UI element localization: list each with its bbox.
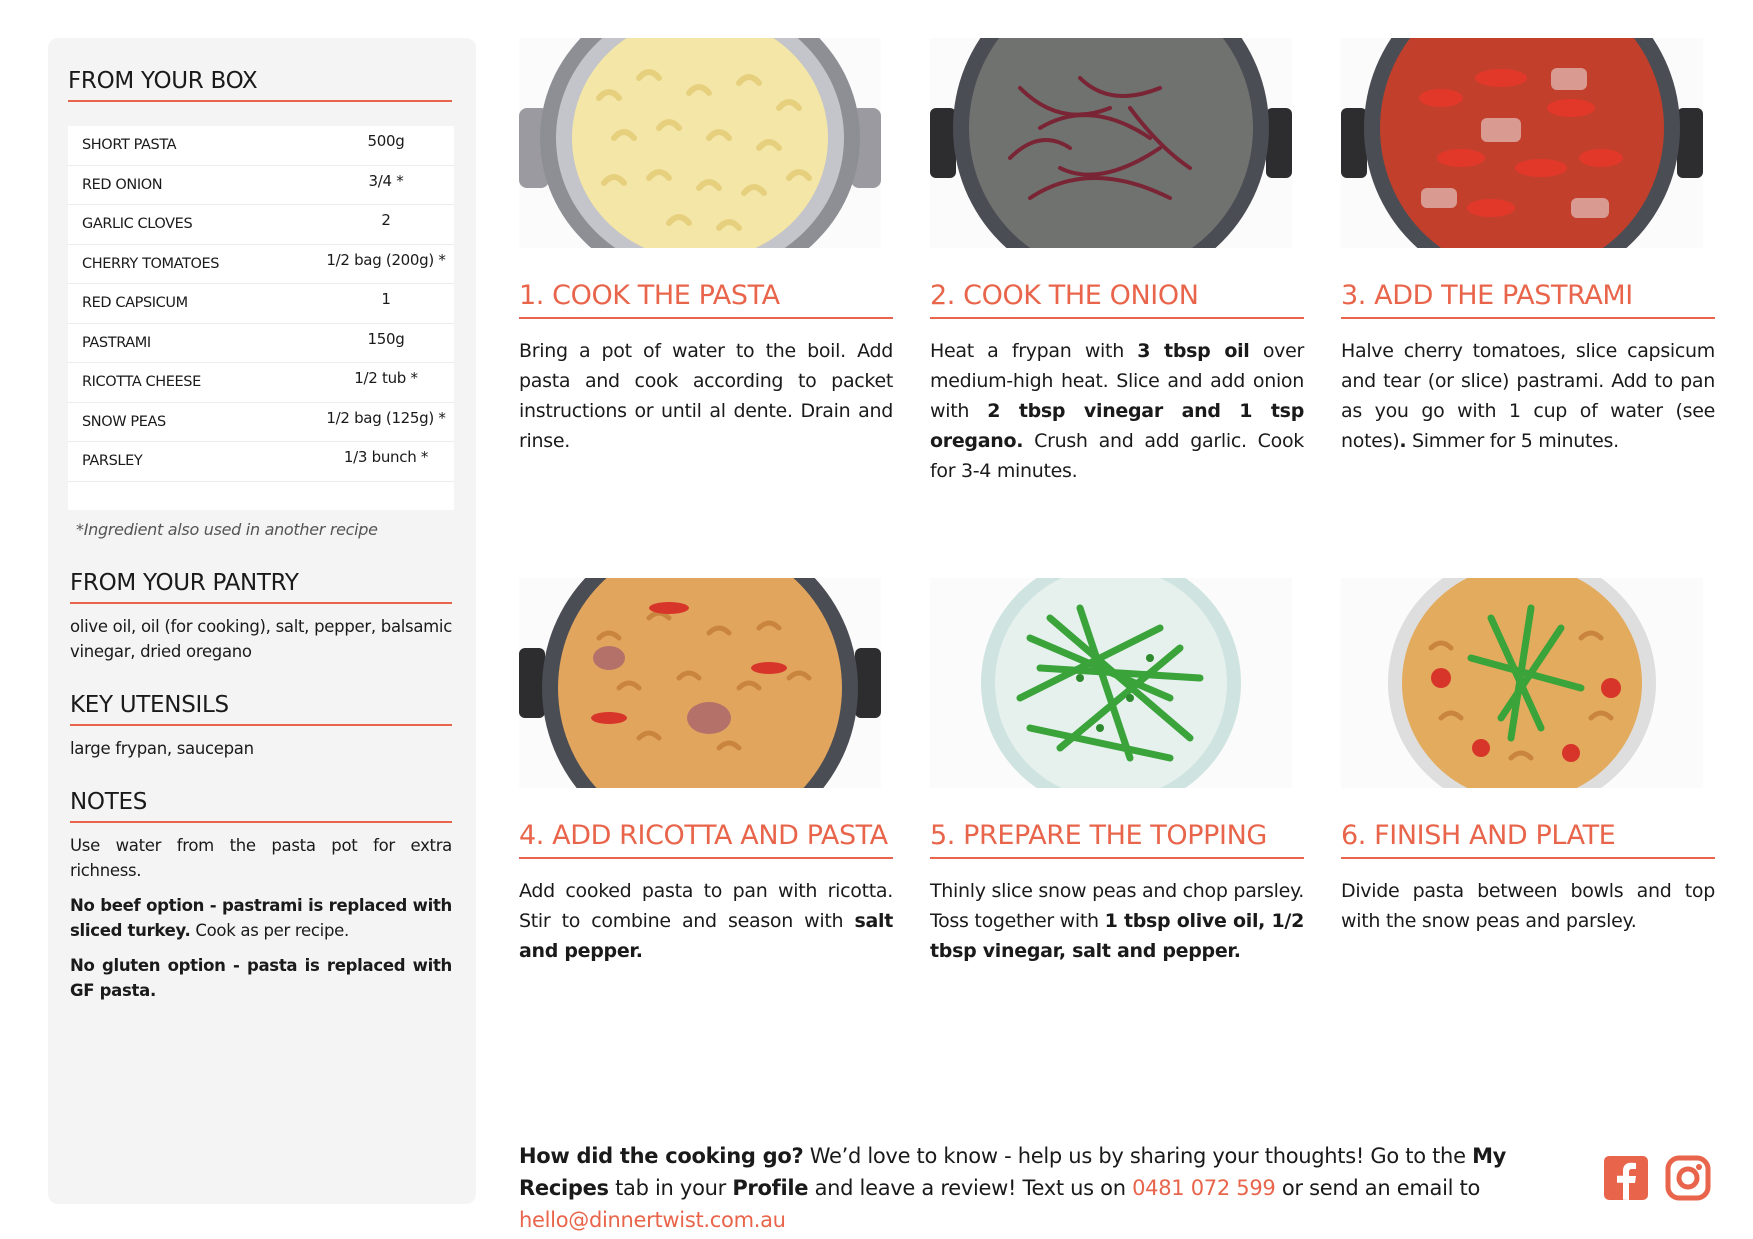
email-link[interactable]: hello@dinnertwist.com.au xyxy=(519,1208,786,1232)
ingredient-row xyxy=(68,284,454,324)
ingredient-qty: 1/2 bag (125g) * xyxy=(326,408,446,427)
step-text-segment: 3 tbsp oil xyxy=(1137,340,1250,362)
step-5-title: 5. PREPARE THE TOPPING xyxy=(930,820,1304,859)
step-text-segment: Add cooked pasta to pan with ricotta. Stir to combine and season with xyxy=(519,880,893,932)
notes-body xyxy=(70,833,452,1013)
step-2-title: 2. COOK THE ONION xyxy=(930,280,1304,319)
ingredient-row xyxy=(68,126,454,166)
note-no-beef-bold: No beef option - pastrami is replaced with sliced turkey. xyxy=(70,896,452,940)
ingredient-row xyxy=(68,363,454,403)
step-2-photo xyxy=(930,38,1292,248)
facebook-icon[interactable] xyxy=(1602,1154,1650,1202)
my-recipes-link[interactable]: My Recipes xyxy=(519,1144,1507,1200)
step-6-title: 6. FINISH AND PLATE xyxy=(1341,820,1715,859)
instagram-icon[interactable] xyxy=(1664,1154,1712,1202)
ingredient-row xyxy=(68,324,454,364)
step-text-segment: Crush and add garlic. Cook for 3-4 minutes. xyxy=(930,430,1304,482)
feedback-part-4: or send an email to xyxy=(1275,1176,1481,1200)
ingredient-row xyxy=(68,403,454,443)
ingredient-row xyxy=(68,245,454,285)
step-1-body xyxy=(519,336,893,456)
step-text-segment: Halve cherry tomatoes, slice capsicum and tear (or slice) pastrami. Add to pan as you go with 1 cup of water (see notes) xyxy=(1341,340,1715,452)
step-2-body xyxy=(930,336,1304,486)
box-heading: FROM YOUR BOX xyxy=(68,68,452,102)
utensils-heading: KEY UTENSILS xyxy=(70,692,452,726)
ingredient-name: RED ONION xyxy=(82,176,163,193)
ingredient-name: SNOW PEAS xyxy=(82,413,166,430)
feedback-part-1: We’d love to know - help us by sharing your thoughts! Go to the xyxy=(803,1144,1473,1168)
ingredient-name: RICOTTA CHEESE xyxy=(82,374,201,391)
step-3-title: 3. ADD THE PASTRAMI xyxy=(1341,280,1715,319)
ingredient-footnote: *Ingredient also used in another recipe xyxy=(76,520,378,539)
step-text-segment: over medium-high heat. Slice and add onion with xyxy=(930,340,1304,422)
feedback-part-3: and leave a review! Text us on xyxy=(808,1176,1133,1200)
step-1-title: 1. COOK THE PASTA xyxy=(519,280,893,319)
step-text-segment: salt and pepper. xyxy=(519,910,893,962)
ingredient-row xyxy=(68,205,454,245)
ingredient-qty: 1/2 tub * xyxy=(354,369,418,388)
step-text-segment: 2 tbsp vinegar and 1 tsp oregano. xyxy=(930,400,1304,452)
ingredient-qty: 2 xyxy=(381,211,391,230)
notes-heading: NOTES xyxy=(70,789,452,823)
step-4-photo xyxy=(519,578,881,788)
ingredient-name: SHORT PASTA xyxy=(82,137,177,154)
note-no-gluten-bold: No gluten option - pasta is replaced with GF pasta. xyxy=(70,956,452,1000)
ingredient-row xyxy=(68,166,454,206)
ingredient-qty: 1 xyxy=(381,290,391,309)
note-no-beef-rest: Cook as per recipe. xyxy=(190,921,349,940)
step-4-title: 4. ADD RICOTTA AND PASTA xyxy=(519,820,893,859)
step-text-segment: . xyxy=(1399,430,1407,452)
pantry-heading: FROM YOUR PANTRY xyxy=(70,570,452,604)
note-water: Use water from the pasta pot for extra richness. xyxy=(70,836,452,880)
step-6-body xyxy=(1341,876,1715,936)
ingredient-name: PARSLEY xyxy=(82,453,143,470)
step-text-segment: 1 tbsp olive oil, 1/2 tbsp vinegar, salt and pepper. xyxy=(930,910,1304,962)
ingredient-row xyxy=(68,442,454,482)
step-text-segment: Simmer for 5 minutes. xyxy=(1406,430,1619,452)
ingredient-name: GARLIC CLOVES xyxy=(82,216,193,233)
ingredients-table xyxy=(68,126,454,510)
step-3-body xyxy=(1341,336,1715,456)
sidebar-panel xyxy=(48,38,476,1204)
ingredient-qty: 1/2 bag (200g) * xyxy=(326,250,446,269)
step-5-photo xyxy=(930,578,1292,788)
profile-link[interactable]: Profile xyxy=(732,1176,809,1200)
step-5-body xyxy=(930,876,1304,966)
step-text-segment: Heat a frypan with xyxy=(930,340,1138,362)
utensils-text: large frypan, saucepan xyxy=(70,739,254,758)
step-text-segment: Divide pasta between bowls and top with the snow peas and parsley. xyxy=(1341,880,1715,932)
feedback-question: How did the cooking go? xyxy=(519,1144,804,1168)
note-no-beef xyxy=(70,893,452,943)
feedback-text xyxy=(519,1140,1589,1236)
ingredient-name: RED CAPSICUM xyxy=(82,295,188,312)
step-6-photo xyxy=(1341,578,1703,788)
step-3-photo xyxy=(1341,38,1703,248)
phone-link[interactable]: 0481 072 599 xyxy=(1132,1176,1276,1200)
step-1-photo xyxy=(519,38,881,248)
step-text-segment: Thinly slice snow peas and chop parsley. Toss together with xyxy=(930,880,1304,932)
pantry-text: olive oil, oil (for cooking), salt, pepper, balsamic vinegar, dried oregano xyxy=(70,617,452,661)
ingredient-qty: 3/4 * xyxy=(368,171,404,190)
ingredient-name: PASTRAMI xyxy=(82,334,151,351)
ingredient-qty: 1/3 bunch * xyxy=(343,448,429,467)
feedback-part-2: tab in your xyxy=(608,1176,733,1200)
ingredient-qty: 500g xyxy=(367,132,405,151)
note-no-gluten xyxy=(70,953,452,1003)
ingredient-qty: 150g xyxy=(367,329,405,348)
ingredient-name: CHERRY TOMATOES xyxy=(82,255,220,272)
step-4-body xyxy=(519,876,893,966)
step-text-segment: Bring a pot of water to the boil. Add pasta and cook according to packet instructions or until al dente. Drain and rinse. xyxy=(519,340,893,452)
